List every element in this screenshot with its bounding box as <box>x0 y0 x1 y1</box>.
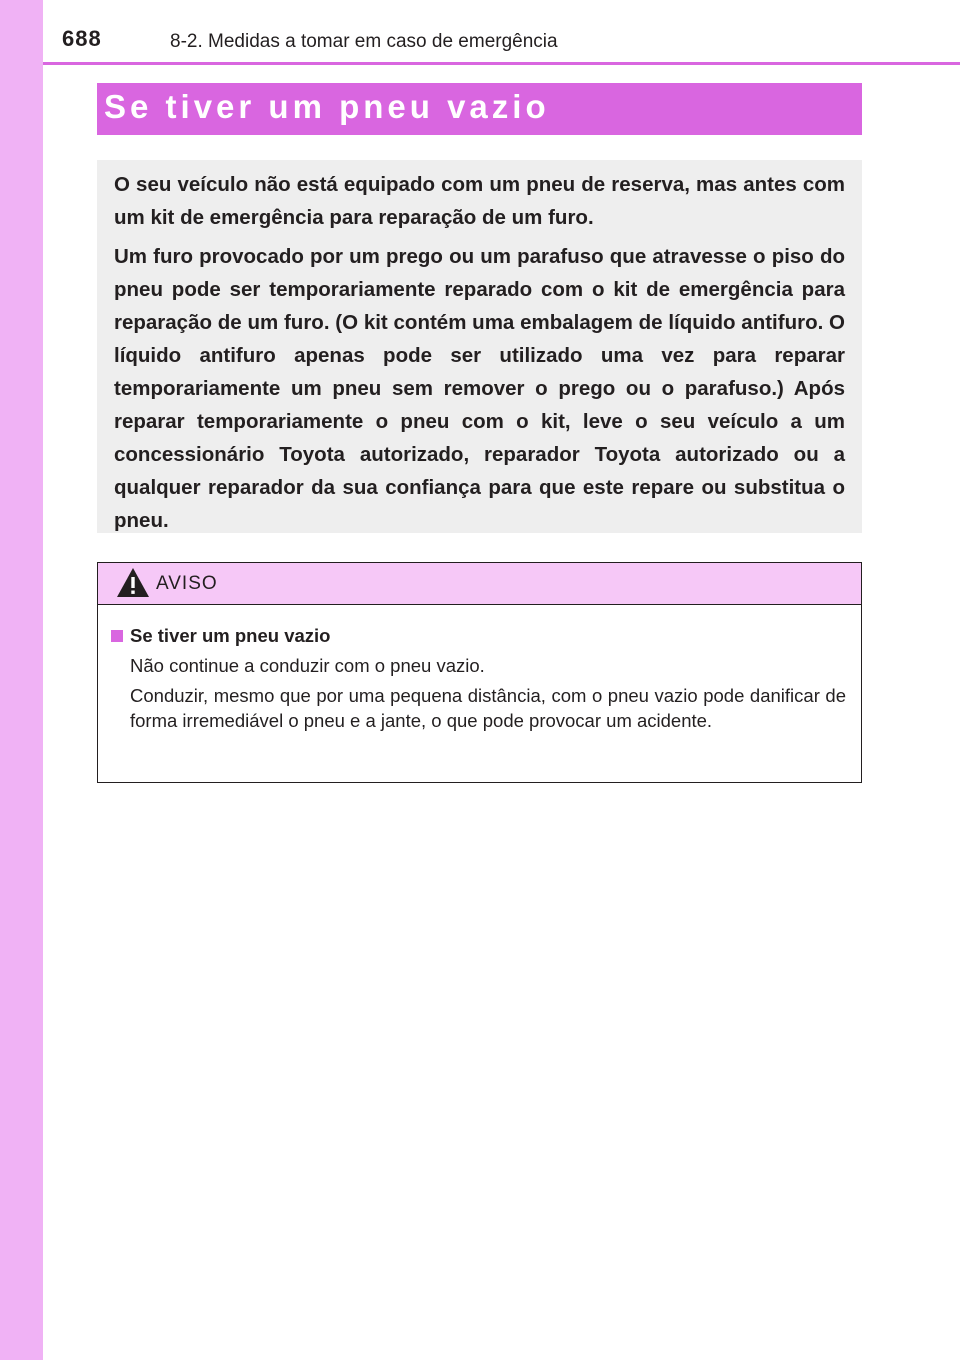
warning-body <box>98 605 861 733</box>
section-title: Se tiver um pneu vazio <box>104 88 550 125</box>
intro-paragraph-2: Um furo provocado por um prego ou um parafuso que atravesse o piso do pneu pode ser temporariamente reparado com o kit de emergência para reparação de um furo. (O kit contém uma embalagem de líquido antifuro. O líquido antifuro apenas pode ser utilizado uma vez para reparar temporariamente um pneu sem remover o prego ou o parafuso.) Após reparar temporariamente o pneu com o kit, leve o seu veículo a um concessionário Toyota autorizado, reparador Toyota autorizado ou a qualquer reparador da sua confiança para que este repare ou substitua o pneu. <box>114 245 845 532</box>
warning-header <box>98 563 861 605</box>
intro-paragraph-1: O seu veículo não está equipado com um pneu de reserva, mas antes com um kit de emergência para reparação de um furo. <box>114 173 845 229</box>
warning-triangle-icon <box>116 567 150 603</box>
intro-box <box>97 160 862 533</box>
warning-line-1: Não continue a conduzir com o pneu vazio. <box>130 655 485 676</box>
warning-line-2: Conduzir, mesmo que por uma pequena distância, com o pneu vazio pode danificar de forma irremediável o pneu e a jante, o que pode provocar um acidente. <box>130 685 846 731</box>
page-number: 688 <box>62 26 102 51</box>
warning-subheading-text: Se tiver um pneu vazio <box>130 625 331 646</box>
warning-subheading <box>111 623 846 648</box>
square-bullet-icon <box>111 630 123 642</box>
header-divider <box>43 62 960 65</box>
warning-label: AVISO <box>156 573 218 594</box>
chapter-title: 8-2. Medidas a tomar em caso de emergência <box>170 31 558 52</box>
left-margin-strip <box>0 0 43 1360</box>
warning-box <box>97 562 862 783</box>
